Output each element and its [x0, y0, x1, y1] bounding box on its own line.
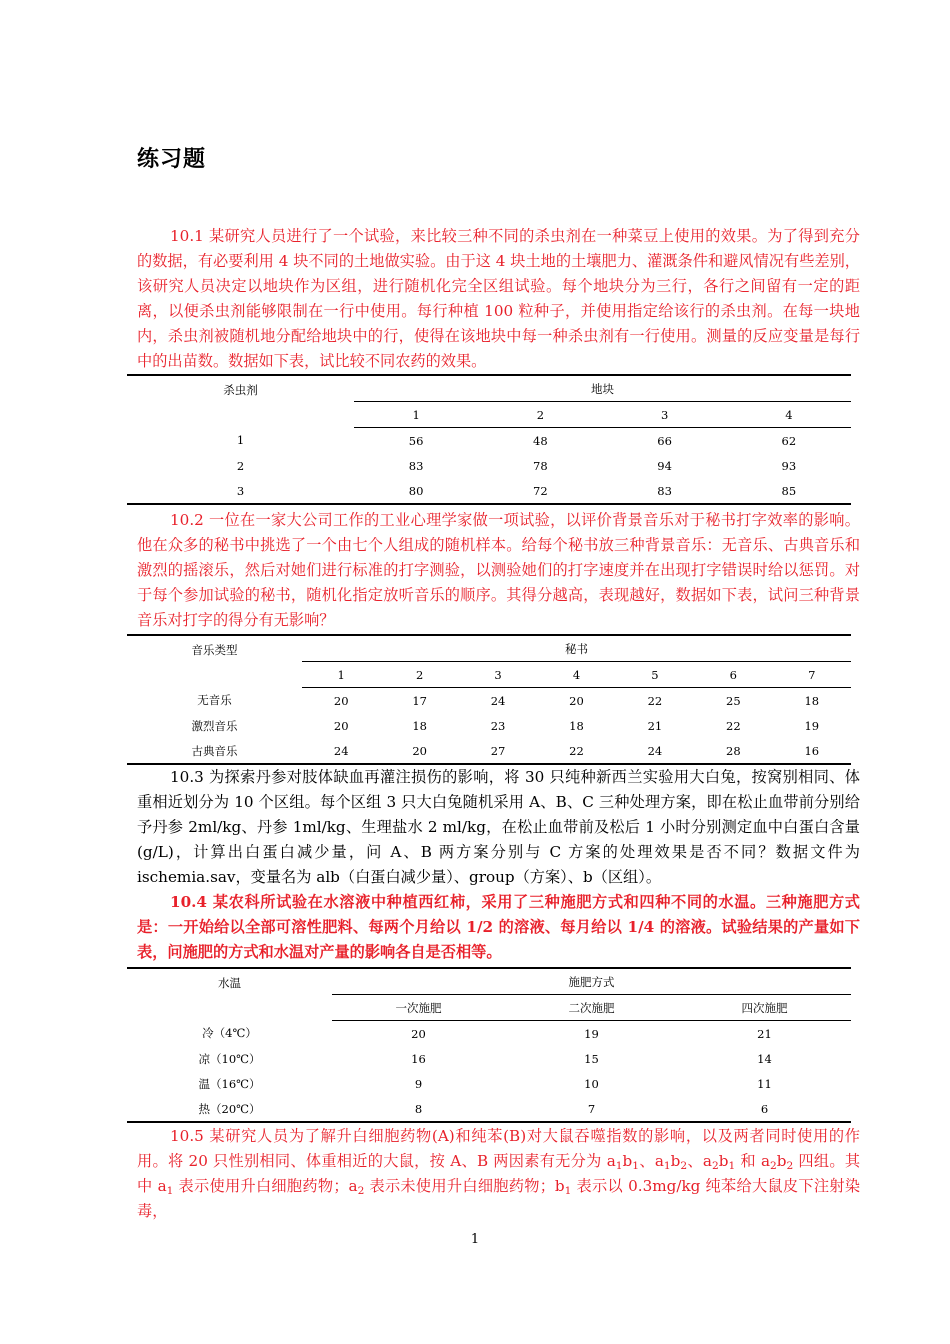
table-row: [127, 1096, 851, 1122]
table-cell: 19: [804, 718, 820, 733]
column-header: 4: [727, 402, 851, 428]
q5-text: 10.5 某研究人员为了解升白细胞药物(A)和纯苯(B)对大鼠吞噬指数的影响，以及两者同时使用的作用。将 20 只性别相同、体重相近的大鼠，按 A、B 两因素有无分为: [137, 1127, 860, 1170]
question-10-3: 10.3 为探索丹参对肢体缺血再灌注损伤的影响，将 30 只纯种新西兰实验用大白兔，按窝别相同、体重相近划分为 10 个区组。每个区组 3 只大白兔随机采用 A、B、C 三种处理方案，即在松止血带前分别给予丹参 2ml/kg、丹参 1ml/kg、生理盐水 2 ml/kg，在松止血带前及松后 1 小时分别测定血中白蛋白含量(g/L)，计算出白蛋白减少量，问 A、B 两方案分别与 C 方案的处理效果是否不同？数据文件为 ischemia.sav，变量名为 alb（白蛋白减少量）、group（方案）、b（区组）。: [137, 768, 860, 886]
column-header: 1: [302, 662, 380, 688]
row-label: 冷（4℃）: [202, 1026, 257, 1041]
question-10-4: 10.4 某农科所试验在水溶液中种植西红柿，采用了三种施肥方式和四种不同的水温。三种施肥方式是：一开始给以全部可溶性肥料、每两个月给以 1/2 的溶液、每月给以 1/4 的溶液。试验结果的产量如下表，问施肥的方式和水温对产量的影响各自是否相等。: [137, 893, 860, 961]
row-header: 杀虫剂: [127, 375, 354, 428]
page-title: 练习题: [137, 147, 207, 172]
table-cell: 11: [757, 1076, 772, 1091]
table-cell: 9: [414, 1076, 423, 1091]
symbol: a: [760, 1152, 771, 1170]
subscript: 2: [770, 1159, 777, 1172]
table-row: [127, 1071, 851, 1096]
table-cell: 48: [533, 433, 548, 448]
symbol: b: [670, 1152, 681, 1170]
subscript: 1: [615, 1159, 623, 1172]
table-cell: 22: [726, 718, 741, 733]
q5-text: 表示以 0.3mg/kg 纯苯给大鼠皮下注射染毒，: [137, 1177, 861, 1220]
column-header: 一次施肥: [332, 995, 505, 1021]
table-cell: 20: [380, 738, 458, 764]
table-pesticide: [127, 374, 851, 505]
subscript: 1: [632, 1159, 640, 1172]
subscript: 1: [166, 1184, 174, 1197]
table-cell: 15: [584, 1051, 599, 1066]
separator: 、: [639, 1152, 655, 1170]
table-cell: 20: [569, 693, 584, 708]
table-cell: 24: [616, 738, 694, 764]
page-number: 1: [470, 1232, 480, 1247]
row-label: 激烈音乐: [191, 718, 238, 733]
table-cell: 6: [678, 1096, 851, 1122]
column-header: 1: [354, 402, 478, 428]
symbol: a: [157, 1177, 167, 1195]
subscript: 2: [786, 1159, 794, 1172]
table-cell: 94: [657, 458, 672, 473]
symbol: a: [348, 1177, 358, 1195]
table-row: [127, 1021, 851, 1047]
symbol: a: [702, 1152, 712, 1170]
table-cell: 21: [647, 718, 663, 733]
table-cell: 62: [781, 433, 797, 448]
symbol: a: [606, 1152, 616, 1170]
symbol: b: [776, 1152, 787, 1170]
table-cell: 56: [408, 433, 424, 448]
table-cell: 18: [412, 718, 427, 733]
symbol: b: [622, 1152, 633, 1170]
question-10-1: 10.1 某研究人员进行了一个试验，来比较三种不同的杀虫剂在一种菜豆上使用的效果。为了得到充分的数据，有必要利用 4 块不同的土地做实验。由于这 4 块土地的土壤肥力、灌溉条件和避风情况有些差别，该研究人员决定以地块作为区组，进行随机化完全区组试验。每个地块分为三行，各行之间留有一定的距离，以便杀虫剂能够限制在一行中使用。每行种植 100 粒种子，并使用指定给该行的杀虫剂。在每一块地内，杀虫剂被随机地分配给地块中的行，使得在该地块中每一种杀虫剂有一行使用。测量的反应变量是每行中的出苗数。数据如下表，试比较不同农药的效果。: [137, 227, 860, 370]
table-cell: 85: [727, 478, 851, 504]
column-header: 二次施肥: [505, 995, 678, 1021]
table-row: [127, 1046, 851, 1071]
table-cell: 14: [757, 1051, 772, 1066]
table-cell: 93: [781, 458, 797, 473]
column-group-header: 地块: [354, 375, 851, 402]
separator: 和: [735, 1152, 761, 1170]
table-row: [127, 738, 851, 764]
q5-text: 表示使用升白细胞药物；: [173, 1177, 349, 1195]
column-group-header: 施肥方式: [332, 968, 851, 995]
symbol: b: [554, 1177, 565, 1195]
separator: 、: [687, 1152, 703, 1170]
table-cell: 8: [332, 1096, 505, 1122]
table-cell: 83: [408, 458, 424, 473]
symbol: b: [718, 1152, 729, 1170]
table-row: [127, 478, 851, 504]
table-fertilizer: [127, 967, 851, 1123]
table-cell: 80: [354, 478, 478, 504]
column-header: 5: [616, 662, 694, 688]
table-cell: 20: [411, 1026, 426, 1041]
table-cell: 17: [412, 693, 427, 708]
table-cell: 7: [505, 1096, 678, 1122]
column-group-header: 秘书: [302, 635, 851, 662]
q5-text: 表示未使用升白细胞药物；: [364, 1177, 555, 1195]
table-cell: 20: [333, 718, 349, 733]
table-cell: 28: [694, 738, 772, 764]
row-label: 无音乐: [197, 693, 232, 708]
table-cell: 16: [411, 1051, 426, 1066]
row-label: 3: [127, 478, 354, 504]
subscript: 1: [663, 1159, 671, 1172]
table-cell: 19: [584, 1026, 599, 1041]
subscript: 2: [711, 1159, 719, 1172]
table-cell: 83: [603, 478, 727, 504]
table-cell: 78: [533, 458, 548, 473]
table-cell: 72: [478, 478, 602, 504]
symbol: a: [654, 1152, 664, 1170]
row-header: 音乐类型: [127, 635, 302, 688]
row-label: 古典音乐: [127, 738, 302, 764]
row-label: 1: [236, 433, 245, 448]
table-music: [127, 634, 851, 765]
subscript: 2: [680, 1159, 688, 1172]
table-cell: 27: [459, 738, 537, 764]
table-cell: 22: [537, 738, 615, 764]
column-header: 3: [459, 662, 537, 688]
table-cell: 24: [302, 738, 380, 764]
column-header: 6: [694, 662, 772, 688]
column-header: 3: [603, 402, 727, 428]
table-cell: 25: [726, 693, 741, 708]
column-header: 2: [478, 402, 602, 428]
table-cell: 23: [490, 718, 506, 733]
subscript: 1: [728, 1159, 736, 1172]
table-row: [127, 428, 851, 454]
row-label: 凉（10℃）: [198, 1051, 261, 1066]
subscript: 1: [564, 1184, 572, 1197]
table-cell: 20: [333, 693, 349, 708]
row-label: 温（16℃）: [198, 1076, 261, 1091]
column-header: 4: [537, 662, 615, 688]
row-label: 热（20℃）: [127, 1096, 332, 1122]
column-header: 四次施肥: [678, 995, 851, 1021]
table-row: [127, 688, 851, 714]
table-cell: 18: [804, 693, 820, 708]
table-cell: 22: [647, 693, 663, 708]
subscript: 2: [357, 1184, 365, 1197]
table-cell: 18: [569, 718, 584, 733]
question-10-5: [137, 1124, 860, 1224]
column-header: 2: [380, 662, 458, 688]
column-header: 7: [773, 662, 851, 688]
table-row: [127, 453, 851, 478]
table-cell: 24: [490, 693, 506, 708]
table-cell: 10: [584, 1076, 599, 1091]
row-header: 水温: [127, 968, 332, 1021]
row-label: 2: [236, 458, 245, 473]
table-row: [127, 713, 851, 738]
q5-text: 四组。其中: [137, 1152, 861, 1195]
table-cell: 16: [773, 738, 851, 764]
question-10-2: 10.2 一位在一家大公司工作的工业心理学家做一项试验，以评价背景音乐对于秘书打字效率的影响。他在众多的秘书中挑选了一个由七个人组成的随机样本。给每个秘书放三种背景音乐：无音乐、古典音乐和激烈的摇滚乐，然后对她们进行标准的打字测验，以测验她们的打字速度并在出现打字错误时给以惩罚。对于每个参加试验的秘书，随机化指定放听音乐的顺序。其得分越高，表现越好，数据如下表，试问三种背景音乐对打字的得分有无影响？: [137, 511, 860, 629]
table-cell: 66: [657, 433, 672, 448]
table-cell: 21: [757, 1026, 772, 1041]
